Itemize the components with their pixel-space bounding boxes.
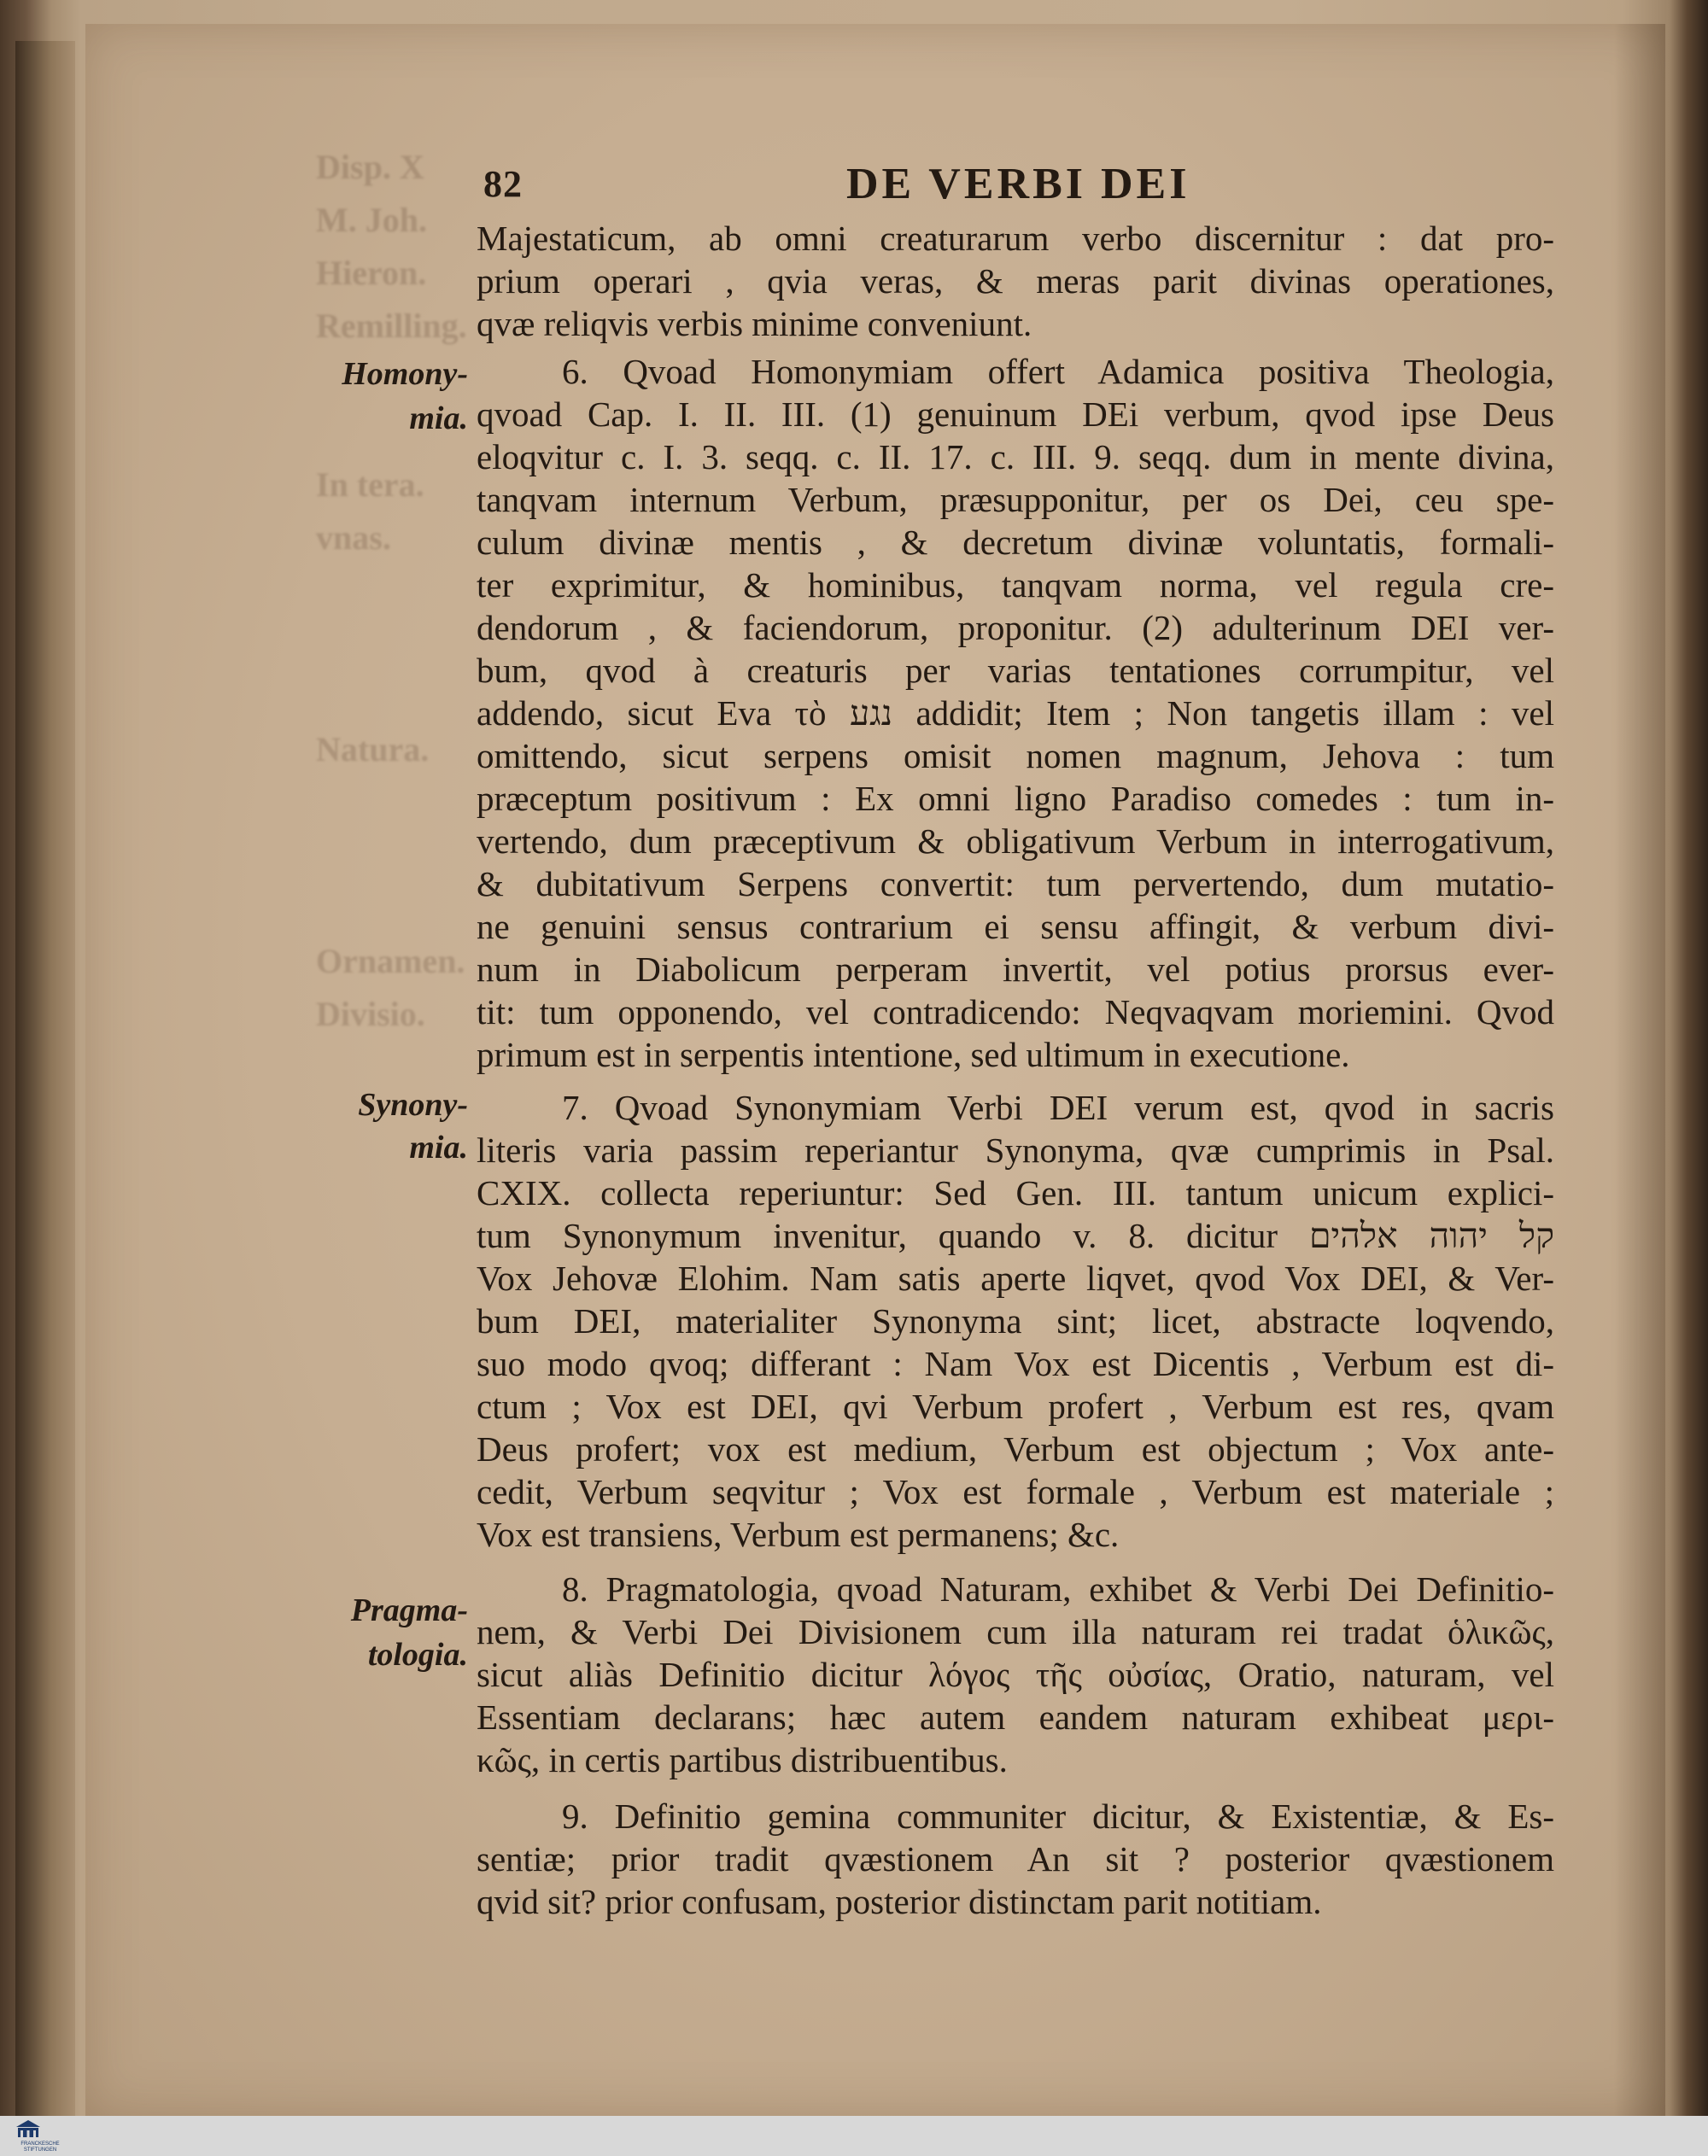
text-line: CXIX. collecta reperiuntur: Sed Gen. III. tantum unicum explici- xyxy=(477,1173,1554,1212)
text-line: præceptum positivum : Ex omni ligno Paradiso comedes : tum in- xyxy=(477,779,1554,818)
margin-note-synonymia-2: mia. xyxy=(409,1130,468,1166)
running-header xyxy=(483,162,1559,210)
text-line: sentiæ; prior tradit qvæstionem An sit ? posterior qvæstionem xyxy=(477,1839,1554,1878)
text-line: ne genuini sensus contrarium ei sensu affingit, & verbum divi- xyxy=(477,907,1554,946)
text-line: ter exprimitur, & hominibus, tanqvam norma, vel regula cre- xyxy=(477,565,1554,605)
text-line: 8. Pragmatologia, qvoad Naturam, exhibet & Verbi Dei Definitio- xyxy=(562,1569,1554,1609)
text-line: & dubitativum Serpens convertit: tum pervertendo, dum mutatio- xyxy=(477,864,1554,903)
text-line: ctum ; Vox est DEI, qvi Verbum profert , Verbum est res, qvam xyxy=(477,1387,1554,1426)
text-line: 7. Qvoad Synonymiam Verbi DEI verum est, qvod in sacris xyxy=(562,1088,1554,1127)
running-title: DE VERBI DEI xyxy=(846,160,1190,208)
text-line: Vox est transiens, Verbum est permanens; &c. xyxy=(477,1515,1120,1554)
viewer-footer xyxy=(0,2116,1708,2156)
text-line: suo modo qvoq; differant : Nam Vox est Dicentis , Verbum est di- xyxy=(477,1344,1554,1383)
text-line: bum DEI, materialiter Synonyma sint; licet, abstracte loqvendo, xyxy=(477,1301,1554,1341)
text-line: eloqvitur c. I. 3. seqq. c. II. 17. c. III. 9. seqq. dum in mente divina, xyxy=(477,437,1554,476)
text-line: κῶς, in certis partibus distribuentibus. xyxy=(477,1740,1008,1779)
text-line: vertendo, dum præceptivum & obligativum Verbum in interrogativum, xyxy=(477,821,1554,861)
margin-note-pragmatologia-2: tologia. xyxy=(367,1637,468,1673)
text-line: num in Diabolicum perperam invertit, vel potius prorsus ever- xyxy=(477,949,1554,989)
margin-note-synonymia-1: Synony- xyxy=(358,1087,468,1123)
building-icon xyxy=(12,2119,44,2140)
logo-text: FRANCKESCHE STIFTUNGEN xyxy=(20,2141,60,2153)
text-line: qvoad Cap. I. II. III. (1) genuinum DEi verbum, qvod ipse Deus xyxy=(477,394,1554,434)
margin-note-homonymia-2: mia. xyxy=(409,400,468,436)
text-line: Deus profert; vox est medium, Verbum est objectum ; Vox ante- xyxy=(477,1429,1554,1469)
text-line: bum, qvod à creaturis per varias tentationes corrumpitur, vel xyxy=(477,651,1554,690)
margin-note-homonymia-1: Homony- xyxy=(342,356,468,392)
text-line: cedit, Verbum seqvitur ; Vox est formale , Verbum est materiale ; xyxy=(477,1472,1554,1511)
text-line: qvid sit? prior confusam, posterior distinctam parit notitiam. xyxy=(477,1882,1322,1921)
text-line: 9. Definitio gemina communiter dicitur, & Existentiæ, & Es- xyxy=(562,1797,1554,1836)
text-line: culum divinæ mentis , & decretum divinæ voluntatis, formali- xyxy=(477,523,1554,562)
text-line: sicut aliàs Definitio dicitur λόγος τῆς οὐσίας, Oratio, naturam, vel xyxy=(477,1655,1554,1694)
text-line: tit: tum opponendo, vel contradicendo: Neqvaqvam moriemini. Qvod xyxy=(477,992,1554,1031)
text-line: tum Synonymum invenitur, quando v. 8. dicitur קל יהוה אלהים xyxy=(477,1216,1554,1255)
text-line: dendorum , & faciendorum, proponitur. (2) adulterinum DEI ver- xyxy=(477,608,1554,647)
text-line: Essentiam declarans; hæc autem eandem naturam exhibeat μερι- xyxy=(477,1697,1554,1737)
text-line: Majestaticum, ab omni creaturarum verbo discernitur : dat pro- xyxy=(477,219,1554,258)
text-line: literis varia passim reperiantur Synonyma, qvæ cumprimis in Psal. xyxy=(477,1131,1554,1170)
bleed-through-text: Disp. X M. Joh. Hieron. Remilling. In tera. vnas. Natura. Ornamen. Divisio. xyxy=(316,148,467,1033)
margin-note-pragmatologia-1: Pragma- xyxy=(350,1592,468,1628)
text-line: Vox Jehovæ Elohim. Nam satis aperte liqvet, qvod Vox DEI, & Ver- xyxy=(477,1259,1554,1298)
text-line: tanqvam internum Verbum, præsupponitur, per os Dei, ceu spe- xyxy=(477,480,1554,519)
text-line: prium operari , qvia veras, & meras parit divinas operationes, xyxy=(477,261,1554,301)
text-line: addendo, sicut Eva τὸ נגע addidit; Item ; Non tangetis illam : vel xyxy=(477,693,1554,733)
text-line: nem, & Verbi Dei Divisionem cum illa naturam rei tradat ὁλικῶς, xyxy=(477,1612,1554,1651)
text-line: omittendo, sicut serpens omisit nomen magnum, Jehova : tum xyxy=(477,736,1554,775)
institution-logo[interactable] xyxy=(12,2119,60,2153)
text-line: qvæ reliqvis verbis minime conveniunt. xyxy=(477,304,1032,343)
text-line: primum est in serpentis intentione, sed ultimum in executione. xyxy=(477,1035,1350,1074)
book-edge xyxy=(15,41,75,2116)
text-line: 6. Qvoad Homonymiam offert Adamica positiva Theologia, xyxy=(562,352,1554,391)
page-number: 82 xyxy=(483,163,523,205)
